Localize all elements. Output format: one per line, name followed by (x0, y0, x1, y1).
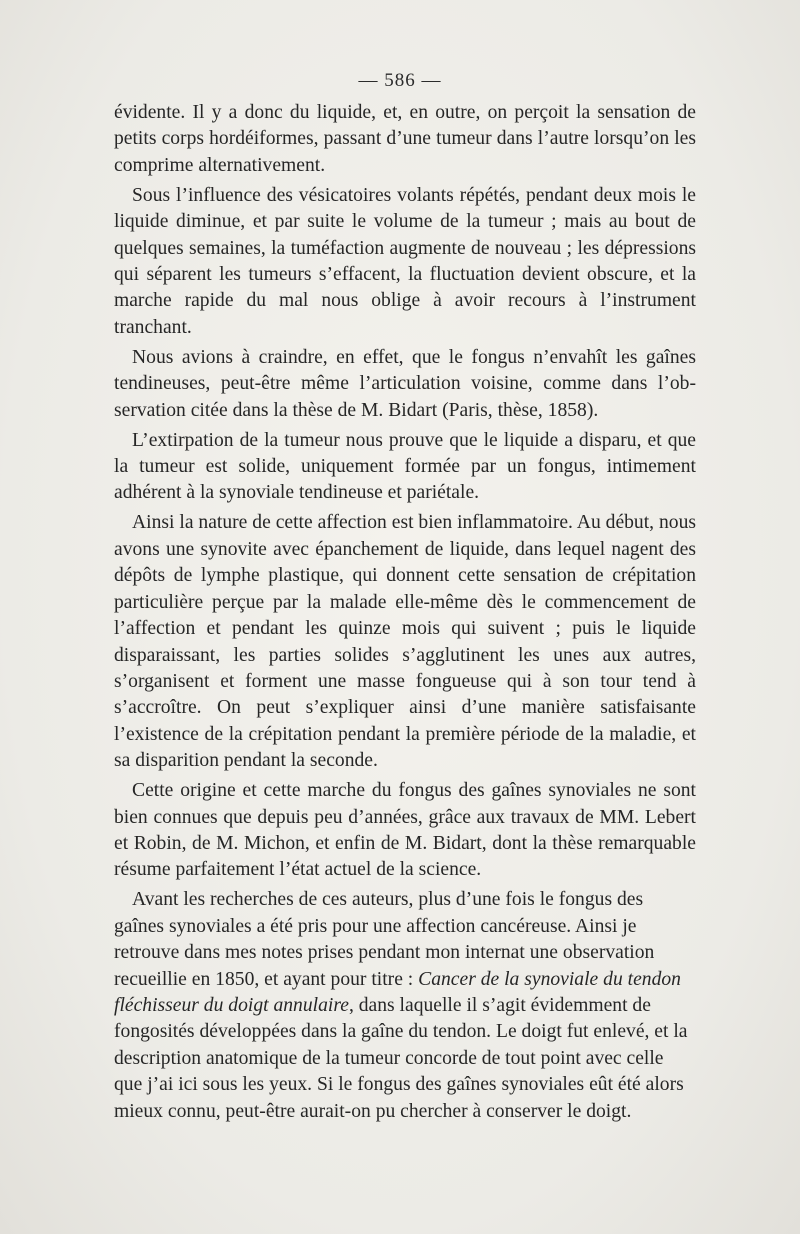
paragraph-4: L’extirpation de la tumeur nous prouve que le liquide a disparu, et que la tumeur est solide, uniquement formée par un fongus, intimement adhérent à la synoviale tendineuse et pariétale. (114, 429, 696, 504)
paragraph-5: Ainsi la nature de cette affection est bien inflammatoire. Au début, nous avons une synovite avec épanchement de liquide, dans lequel nagent des dépôts de lymphe plastique, qui donnent cette sensation de crépitation particulière perçue par la malade elle-même dès le commencement de l’affection et pendant les quinze mois qui suivent ; puis le liquide disparaissant, les parties solides s’agglutinent les unes aux autres, s’organisent et forment une masse fongueuse qui à son tour tend à s’accroître. On peut s’expliquer ainsi d’une manière satisfaisante l’existence de la crépitation pendant la première période de la maladie, et sa disparition pendant la seconde. (114, 512, 696, 772)
paragraph-2: Sous l’influence des vésicatoires volants répétés, pendant deux mois le liquide diminue, et par suite le volume de la tumeur ; mais au bout de quelques semaines, la tuméfaction augmente de nouveau ; les dépressions qui séparent les tumeurs s’effacent, la fluctuation devient obscure, et la marche rapide du mal nous oblige à avoir recours à l’instrument tranchant. (114, 184, 696, 338)
page-number: — 586 — (358, 70, 442, 91)
observation-title: Cancer de la synoviale du tendon fléchisseur du doigt annulaire (114, 968, 681, 1016)
paragraph-7-after: , dans laquelle il s’agit évidemment de fongosités développées dans la gaîne du tendon. Le doigt fut enlevé, et la description anatomique de la tumeur concorde de tout point avec celle que j’ai ici sous les yeux. Si le fongus des gaînes synoviales eût été alors mieux connu, peut-être aurait-on pu chercher à conserver le doigt. (114, 994, 688, 1122)
paragraph-6: Cette origine et cette marche du fongus des gaînes synoviales ne sont bien connues que depuis peu d’années, grâce aux travaux de MM. Lebert et Robin, de M. Michon, et enfin de M. Bidart, dont la thèse remarquable résume parfaitement l’état actuel de la science. (114, 780, 696, 881)
body-text (114, 100, 696, 1129)
paragraph-1: évidente. Il y a donc du liquide, et, en outre, on perçoit la sensation de petits corps hordéiformes, passant d’une tumeur dans l’autre lorsqu’on les comprime alternativement. (114, 102, 696, 176)
paragraph-3: Nous avions à craindre, en effet, que le fongus n’envahît les gaînes tendineuses, peut-être même l’articulation voisine, comme dans l’observation citée dans la thèse de M. Bidart (Paris, thèse, 1858). (114, 346, 696, 421)
paragraph-7 (114, 887, 696, 1125)
paragraph-7-before: Avant les recherches de ces auteurs, plus d’une fois le fongus des gaînes synoviales a été pris pour une affection cancéreuse. Ainsi je retrouve dans mes notes prises pendant mon internat une observation recueillie en 1850, et ayant pour titre : (114, 889, 655, 990)
